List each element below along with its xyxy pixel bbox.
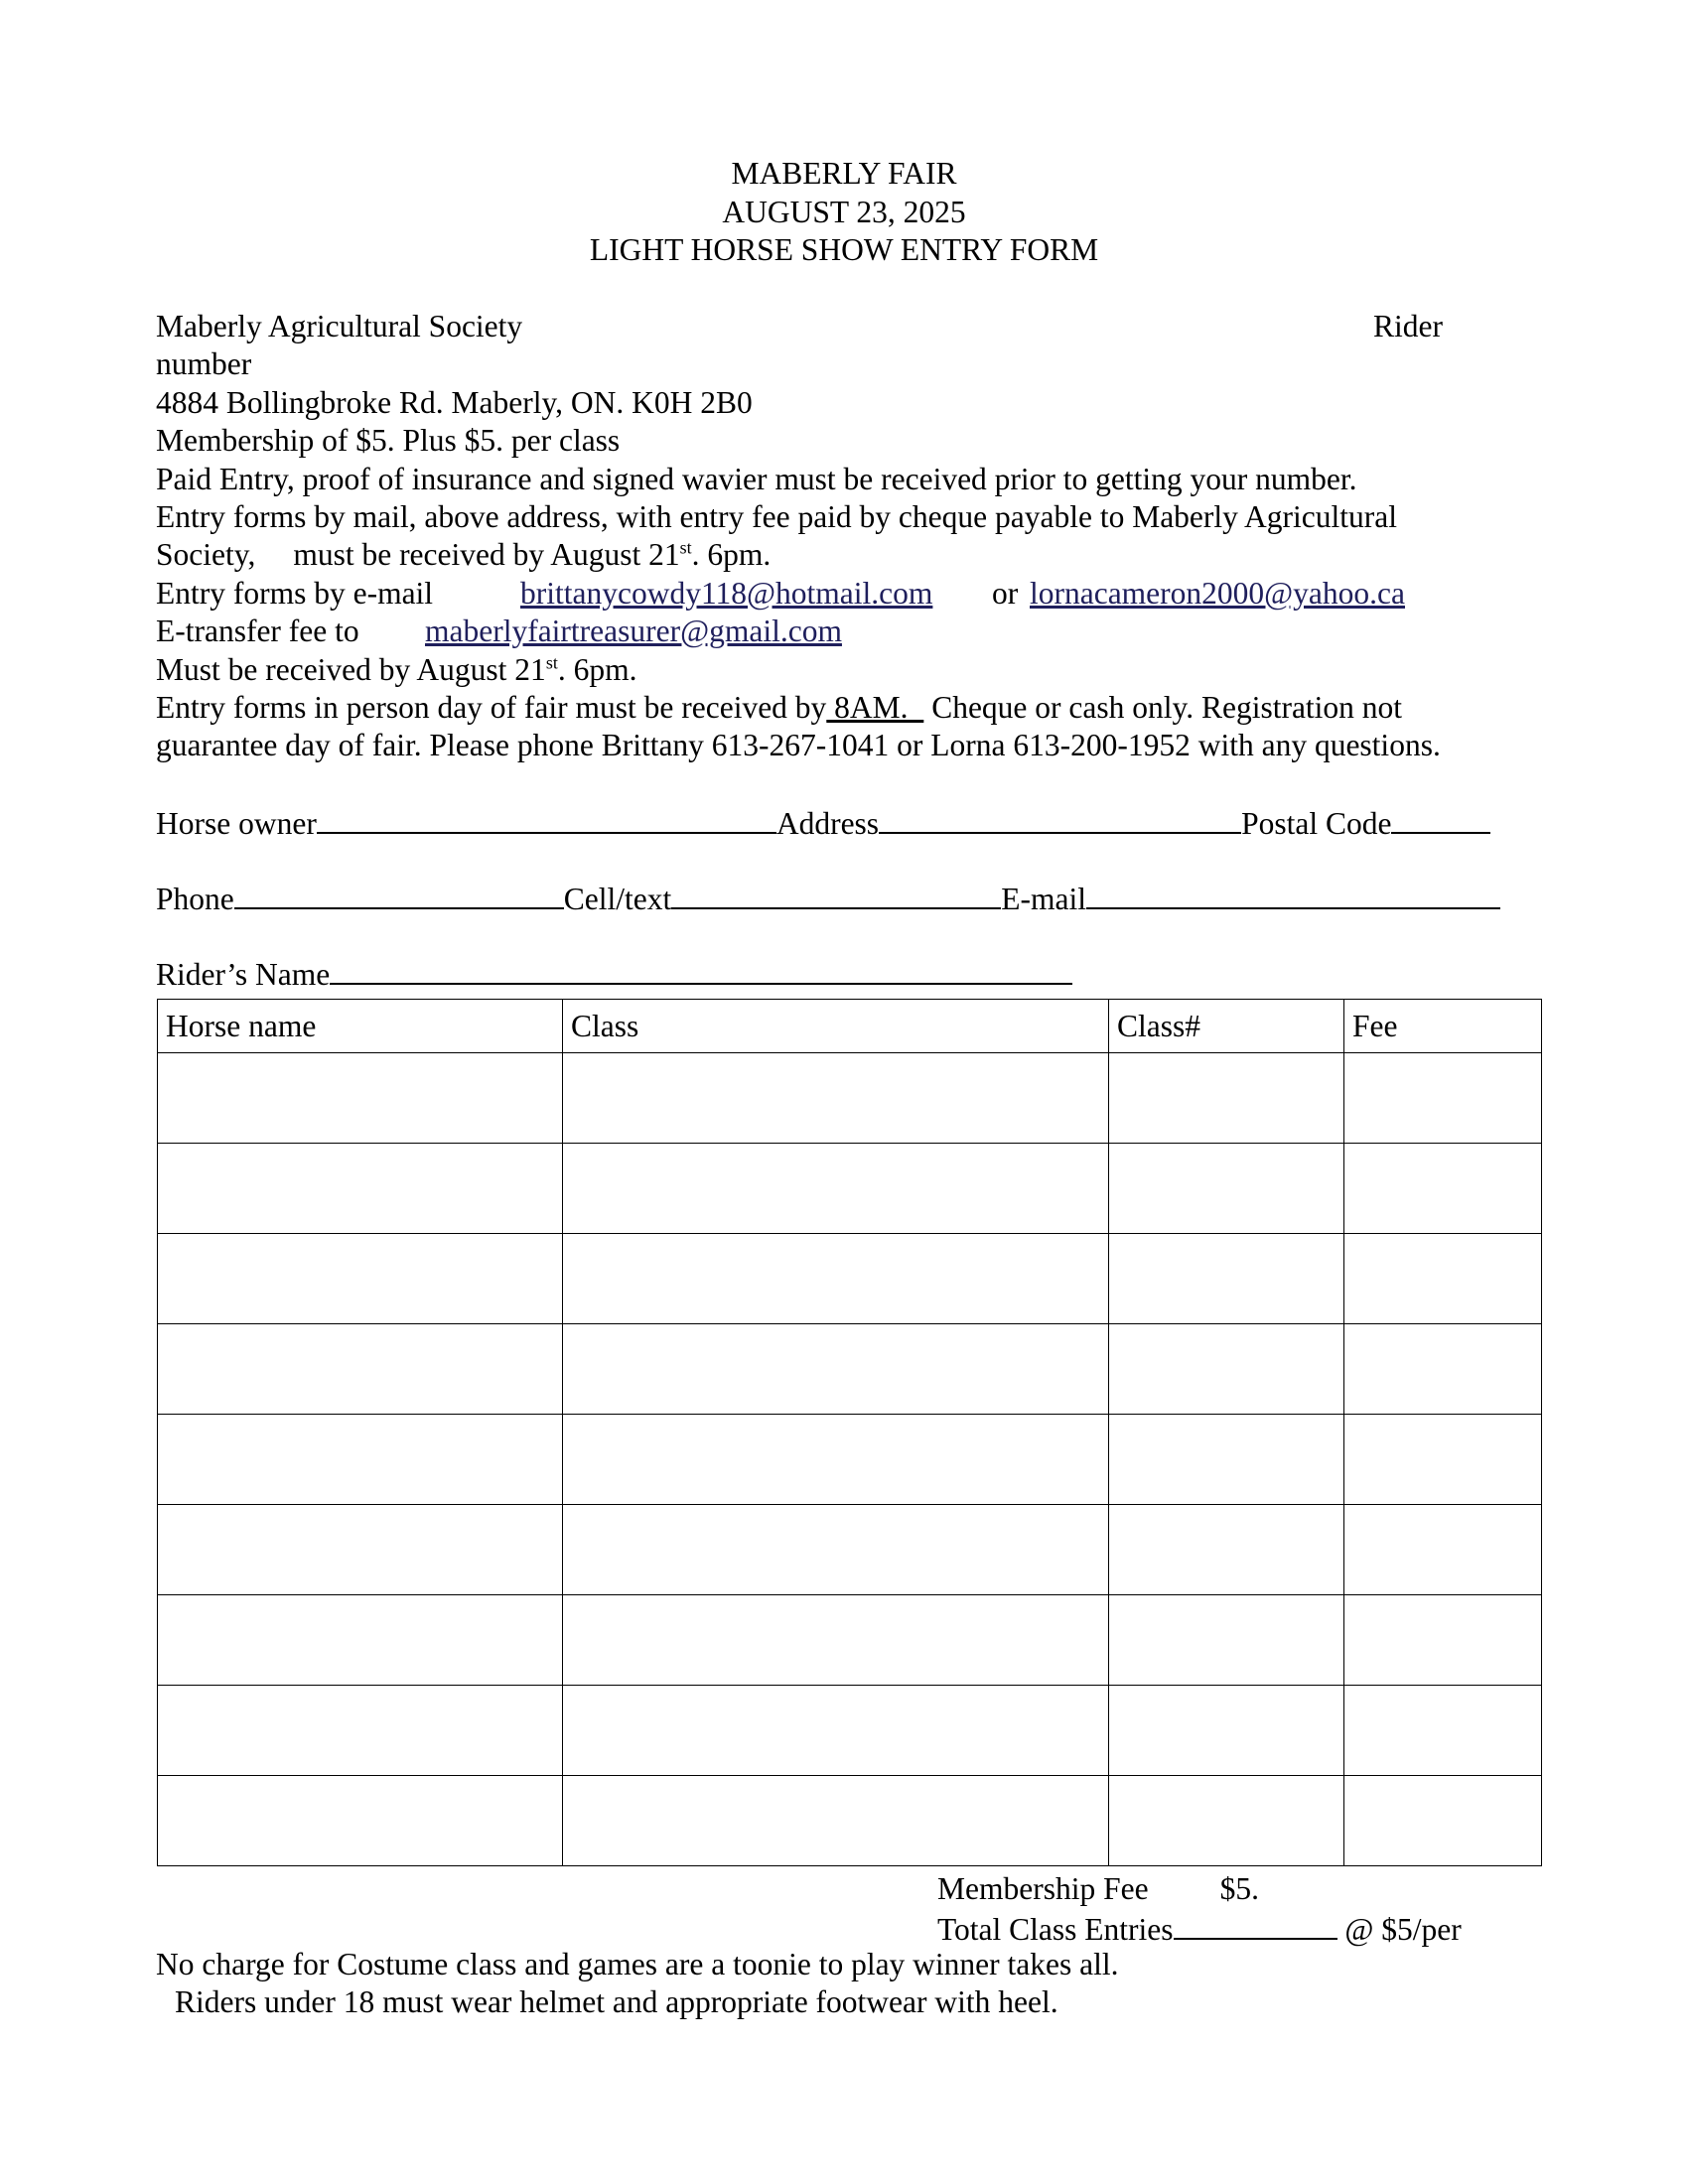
etransfer-label: E-transfer fee to [156,614,359,649]
email-link-lorna[interactable]: lornacameron2000@yahoo.ca [1030,575,1405,611]
horse-owner-field[interactable] [317,802,776,834]
mail-society: Society, [156,537,256,573]
org-name: Maberly Agricultural Society [156,309,523,343]
in-person-time: 8AM. [826,689,924,725]
fee-cell[interactable] [1344,1144,1542,1234]
helmet-note: Riders under 18 must wear helmet and appropriate footwear with heel. [175,1984,1058,2019]
fee-cell[interactable] [1344,1686,1542,1776]
header-class: Class [563,1000,1109,1053]
class-cell[interactable] [563,1053,1109,1144]
postal-code-label: Postal Code [1241,806,1392,841]
class-cell[interactable] [563,1686,1109,1776]
paid-entry-text: Paid Entry, proof of insurance and signed wavier must be received prior to getting your number. [156,461,1357,496]
fair-date: AUGUST 23, 2025 [722,194,966,229]
mail-instructions-2 [156,536,1546,574]
horse-name-cell[interactable] [158,1595,563,1686]
horse-name-cell[interactable] [158,1686,563,1776]
cell-field[interactable] [671,878,1001,909]
class-number-cell[interactable] [1109,1595,1344,1686]
class-cell[interactable] [563,1415,1109,1505]
membership-fee-line [937,1870,1259,1908]
fee-cell[interactable] [1344,1324,1542,1415]
entries-table [157,999,1542,1866]
table-row [158,1595,1542,1686]
membership-fee-label: Membership Fee [937,1871,1149,1906]
address-label: Address [775,806,880,841]
must-received-text [156,651,1546,689]
must-received-sup: st [545,652,558,673]
horse-name-cell[interactable] [158,1505,563,1595]
fee-cell[interactable] [1344,1053,1542,1144]
must-received-main: Must be received by August 21 [156,651,546,687]
table-row [158,1415,1542,1505]
costume-note: No charge for Costume class and games are a toonie to play winner takes all. [156,1947,1119,1981]
class-cell[interactable] [563,1144,1109,1234]
total-entries-label: Total Class Entries [937,1912,1174,1947]
table-row [158,1776,1542,1866]
email-field[interactable] [1086,878,1500,909]
cell-label: Cell/text [563,882,672,916]
table-row [158,1053,1542,1144]
guarantee-text: guarantee day of fair. Please phone Brittany 613-267-1041 or Lorna 613-200-1952 with any questions. [156,728,1441,763]
form-name: LIGHT HORSE SHOW ENTRY FORM [589,232,1099,267]
riders-name-label: Rider’s Name [156,957,331,992]
total-entries-field[interactable] [1174,1908,1337,1940]
mail-deadline-time: . 6pm. [691,537,772,573]
table-row [158,1505,1542,1595]
riders-name-field[interactable] [330,953,1072,985]
class-cell[interactable] [563,1505,1109,1595]
org-address: 4884 Bollingbroke Rd. Maberly, ON. K0H 2B0 [156,384,753,420]
in-person-payment: Cheque or cash only. Registration not [923,689,1403,725]
etransfer-email-link[interactable]: maberlyfairtreasurer@gmail.com [425,614,842,649]
membership-fee-value: $5. [1219,1871,1259,1906]
horse-name-cell[interactable] [158,1415,563,1505]
phone-field[interactable] [234,878,564,909]
total-entries-line [937,1908,1462,1946]
contact-fields-row [156,878,1500,917]
mail-deadline-sup: st [679,537,692,558]
class-number-cell[interactable] [1109,1776,1344,1866]
header-class-number: Class# [1109,1000,1344,1053]
fee-cell[interactable] [1344,1505,1542,1595]
class-cell[interactable] [563,1234,1109,1324]
header-fee: Fee [1344,1000,1542,1053]
membership-text: Membership of $5. Plus $5. per class [156,423,621,459]
fee-cell[interactable] [1344,1595,1542,1686]
class-cell[interactable] [563,1324,1109,1415]
horse-name-cell[interactable] [158,1234,563,1324]
class-number-cell[interactable] [1109,1234,1344,1324]
email-field-label: E-mail [1001,882,1086,916]
in-person-main: Entry forms in person day of fair must be received by [156,689,827,725]
per-rate: @ $5/per [1344,1912,1462,1947]
fair-title: MABERLY FAIR [731,156,957,191]
number-label: number [156,346,252,382]
email-link-brittany[interactable]: brittanycowdy118@hotmail.com [520,575,933,611]
table-row [158,1324,1542,1415]
phone-label: Phone [156,882,234,916]
email-label: Entry forms by e-mail [156,575,434,611]
etransfer-instructions [156,613,1546,650]
class-cell[interactable] [563,1595,1109,1686]
horse-name-cell[interactable] [158,1144,563,1234]
rider-name-row [156,953,1072,993]
fee-cell[interactable] [1344,1234,1542,1324]
address-field[interactable] [879,802,1241,834]
mail-instructions-1: Entry forms by mail, above address, with entry fee paid by cheque payable to Maberly Agricultural [156,498,1397,534]
fee-cell[interactable] [1344,1776,1542,1866]
table-header-row [158,1000,1542,1053]
must-received-time: . 6pm. [557,651,637,687]
postal-code-field[interactable] [1391,802,1490,834]
email-instructions [156,575,1546,613]
in-person-text [156,689,1546,727]
class-number-cell[interactable] [1109,1144,1344,1234]
rider-label: Rider [1373,309,1443,343]
mail-deadline: must be received by August 21 [293,537,680,573]
class-number-cell[interactable] [1109,1686,1344,1776]
header-horse-name: Horse name [158,1000,563,1053]
class-cell[interactable] [563,1776,1109,1866]
class-number-cell[interactable] [1109,1505,1344,1595]
fee-cell[interactable] [1344,1415,1542,1505]
horse-name-cell[interactable] [158,1324,563,1415]
horse-name-cell[interactable] [158,1053,563,1144]
instructions-block [156,308,1546,765]
class-number-cell[interactable] [1109,1324,1344,1415]
table-row [158,1144,1542,1234]
table-row [158,1686,1542,1776]
entries-body [158,1053,1542,1866]
horse-owner-label: Horse owner [156,806,317,841]
owner-fields-row [156,802,1490,842]
class-number-cell[interactable] [1109,1415,1344,1505]
form-header [0,155,1688,270]
horse-name-cell[interactable] [158,1776,563,1866]
or-text: or [992,575,1019,611]
class-number-cell[interactable] [1109,1053,1344,1144]
table-row [158,1234,1542,1324]
